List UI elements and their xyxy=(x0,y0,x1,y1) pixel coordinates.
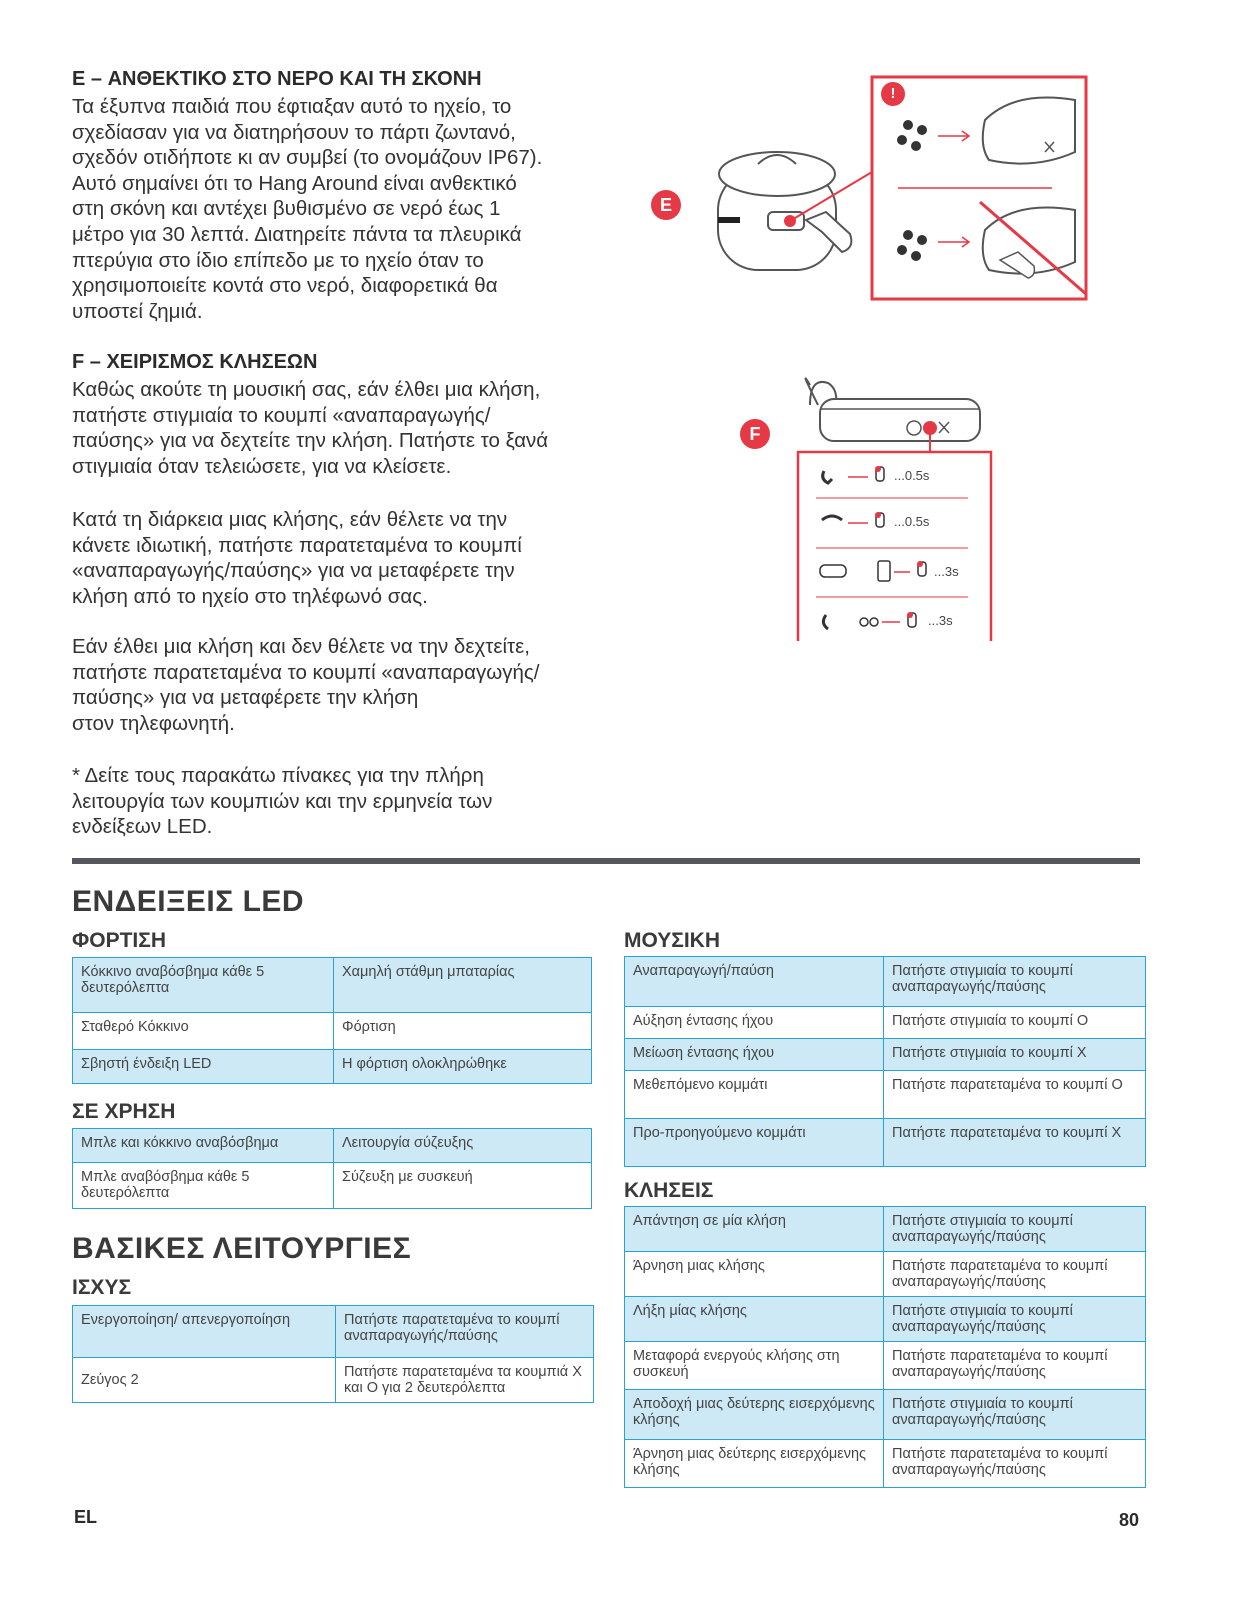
table-row xyxy=(625,1252,1146,1297)
duration-label: ...3s xyxy=(928,613,953,628)
figure-f-illustration xyxy=(738,375,1008,641)
page-number: 80 xyxy=(1118,1510,1139,1530)
footer-language: EL xyxy=(74,1507,98,1527)
in-use-table xyxy=(72,1128,592,1209)
table-row xyxy=(625,1440,1146,1488)
table-cell: Άρνηση μιας κλήσης xyxy=(625,1252,884,1297)
table-cell: Αύξηση έντασης ήχου xyxy=(625,1007,884,1039)
table-cell: Πατήστε παρατεταμένα το κουμπί O xyxy=(884,1071,1146,1119)
table-cell: Πατήστε παρατεταμένα το κουμπί X xyxy=(884,1119,1146,1167)
table-cell: Σύζευξη με συσκευή xyxy=(334,1163,592,1209)
table-row xyxy=(73,1129,592,1163)
table-cell: Προ-προηγούμενο κομμάτι xyxy=(625,1119,884,1167)
table-cell: Μείωση έντασης ήχου xyxy=(625,1039,884,1071)
table-cell: Αναπαραγωγή/παύση xyxy=(625,957,884,1007)
table-cell: Πατήστε παρατεταμένα το κουμπί αναπαραγωγής/παύσης xyxy=(884,1440,1146,1488)
table-cell: Μεθεπόμενο κομμάτι xyxy=(625,1071,884,1119)
duration-label: ...0.5s xyxy=(894,514,930,529)
music-heading: ΜΟΥΣΙΚΗ xyxy=(624,929,721,952)
figure-f xyxy=(738,375,1008,641)
table-cell: Πατήστε στιγμιαία το κουμπί αναπαραγωγής/παύσης xyxy=(884,1207,1146,1252)
table-cell: Πατήστε παρατεταμένα το κουμπί αναπαραγωγής/παύσης xyxy=(336,1306,594,1358)
table-row xyxy=(625,1342,1146,1390)
table-row xyxy=(73,1013,592,1050)
section-f-para-2: Κατά τη διάρκεια μιας κλήσης, εάν θέλετε να την κάνετε ιδιωτική, πατήστε παρατεταμένα το κουμπί «αναπαραγωγής/παύσης» για να μεταφέρετε την κλήση από το ηχείο στο τηλέφωνό σας. xyxy=(72,508,522,608)
calls-heading: ΚΛΗΣΕΙΣ xyxy=(624,1179,714,1202)
music-table xyxy=(624,956,1146,1167)
table-row xyxy=(625,1390,1146,1440)
table-row xyxy=(625,1119,1146,1167)
table-row xyxy=(625,1071,1146,1119)
table-cell: Πατήστε στιγμιαία το κουμπί O xyxy=(884,1007,1146,1039)
table-cell: Ζεύγος 2 xyxy=(73,1358,336,1403)
badge-f: F xyxy=(740,419,770,449)
figure-e-illustration xyxy=(640,70,1100,310)
section-f-para-1: Καθώς ακούτε τη μουσική σας, εάν έλθει μια κλήση, πατήστε στιγμιαία το κουμπί «αναπαραγωγής/ παύσης» για να δεχτείτε την κλήση. Πατήστε το ξανά στιγμιαία όταν τελειώσετε, για να κλείσετε. xyxy=(72,378,549,478)
table-cell: Λειτουργία σύζευξης xyxy=(334,1129,592,1163)
table-cell: Πατήστε στιγμιαία το κουμπί X xyxy=(884,1039,1146,1071)
table-cell: Πατήστε στιγμιαία το κουμπί αναπαραγωγής/παύσης xyxy=(884,1390,1146,1440)
table-row xyxy=(625,1297,1146,1342)
table-row xyxy=(73,1050,592,1084)
charging-table xyxy=(72,957,592,1084)
table-row xyxy=(73,958,592,1013)
table-cell: Αποδοχή μιας δεύτερης εισερχόμενης κλήσης xyxy=(625,1390,884,1440)
table-row xyxy=(625,957,1146,1007)
table-cell: Μπλε και κόκκινο αναβόσβημα xyxy=(73,1129,334,1163)
table-cell: Η φόρτιση ολοκληρώθηκε xyxy=(334,1050,592,1084)
section-e-body: Τα έξυπνα παιδιά που έφτιαξαν αυτό το ηχείο, το σχεδίασαν για να διατηρήσουν το πάρτι ζωντανό, σχεδόν οτιδήποτε κι αν συμβεί (το ονομάζουν IP67). Αυτό σημαίνει ότι το Hang Around είναι ανθεκτικό στη σκόνη και αντέχει βυθισμένο σε νερό έως 1 μέτρο για 30 λεπτά. Διατηρείτε πάντα τα πλευρικά πτερύγια στο ίδιο επίπεδο με το ηχείο όταν το χρησιμοποιείτε κοντά στο νερό, διαφορετικά θα υποστεί ζημιά. xyxy=(72,95,543,323)
table-cell: Σταθερό Κόκκινο xyxy=(73,1013,334,1050)
table-row xyxy=(73,1163,592,1209)
section-divider xyxy=(72,858,1140,864)
table-cell: Ενεργοποίηση/ απενεργοποίηση xyxy=(73,1306,336,1358)
badge-e: E xyxy=(651,190,681,220)
duration-label: ...0.5s xyxy=(894,468,930,483)
in-use-heading: ΣΕ ΧΡΗΣΗ xyxy=(72,1100,176,1123)
duration-label: ...3s xyxy=(934,564,959,579)
table-cell: Χαμηλή στάθμη μπαταρίας xyxy=(334,958,592,1013)
led-title: ΕΝΔΕΙΞΕΙΣ LED xyxy=(72,885,305,918)
charging-heading: ΦΟΡΤΙΣΗ xyxy=(72,929,167,952)
table-row xyxy=(625,1007,1146,1039)
table-cell: Φόρτιση xyxy=(334,1013,592,1050)
table-cell: Πατήστε παρατεταμένα το κουμπί αναπαραγωγής/παύσης xyxy=(884,1342,1146,1390)
table-cell: Πατήστε στιγμιαία το κουμπί αναπαραγωγής/παύσης xyxy=(884,1297,1146,1342)
warning-icon: ! xyxy=(881,82,905,106)
section-e-heading: E – ΑΝΘΕΚΤΙΚΟ ΣΤΟ ΝΕΡΟ ΚΑΙ ΤΗ ΣΚΟΝΗ xyxy=(72,68,482,90)
table-row xyxy=(625,1207,1146,1252)
figure-e xyxy=(640,70,1100,310)
table-cell: Απάντηση σε μία κλήση xyxy=(625,1207,884,1252)
table-row xyxy=(73,1306,594,1358)
table-cell: Άρνηση μιας δεύτερης εισερχόμενης κλήσης xyxy=(625,1440,884,1488)
table-row xyxy=(625,1039,1146,1071)
table-cell: Πατήστε παρατεταμένα το κουμπί αναπαραγωγής/παύσης xyxy=(884,1252,1146,1297)
table-cell: Μεταφορά ενεργούς κλήσης στη συσκευή xyxy=(625,1342,884,1390)
table-cell: Σβηστή ένδειξη LED xyxy=(73,1050,334,1084)
section-f-heading: F – ΧΕΙΡΙΣΜΟΣ ΚΛΗΣΕΩΝ xyxy=(72,351,318,373)
table-cell: Πατήστε στιγμιαία το κουμπί αναπαραγωγής/παύσης xyxy=(884,957,1146,1007)
section-f-para-3: Εάν έλθει μια κλήση και δεν θέλετε να την δεχτείτε, πατήστε παρατεταμένα το κουμπί «αναπαραγωγής/ παύσης» για να μεταφέρετε την κλήση στον τηλεφωνητή. xyxy=(72,635,540,735)
calls-table xyxy=(624,1206,1146,1488)
power-table xyxy=(72,1305,594,1403)
basic-title: ΒΑΣΙΚΕΣ ΛΕΙΤΟΥΡΓΙΕΣ xyxy=(72,1232,412,1265)
table-cell: Λήξη μίας κλήσης xyxy=(625,1297,884,1342)
power-heading: ΙΣΧΥΣ xyxy=(72,1276,132,1299)
table-cell: Πατήστε παρατεταμένα τα κουμπιά X και O για 2 δευτερόλεπτα xyxy=(336,1358,594,1403)
table-cell: Μπλε αναβόσβημα κάθε 5 δευτερόλεπτα xyxy=(73,1163,334,1209)
table-cell: Κόκκινο αναβόσβημα κάθε 5 δευτερόλεπτα xyxy=(73,958,334,1013)
table-row xyxy=(73,1358,594,1403)
section-f-note: * Δείτε τους παρακάτω πίνακες για την πλήρη λειτουργία των κουμπιών και την ερμηνεία των ενδείξεων LED. xyxy=(72,764,493,839)
